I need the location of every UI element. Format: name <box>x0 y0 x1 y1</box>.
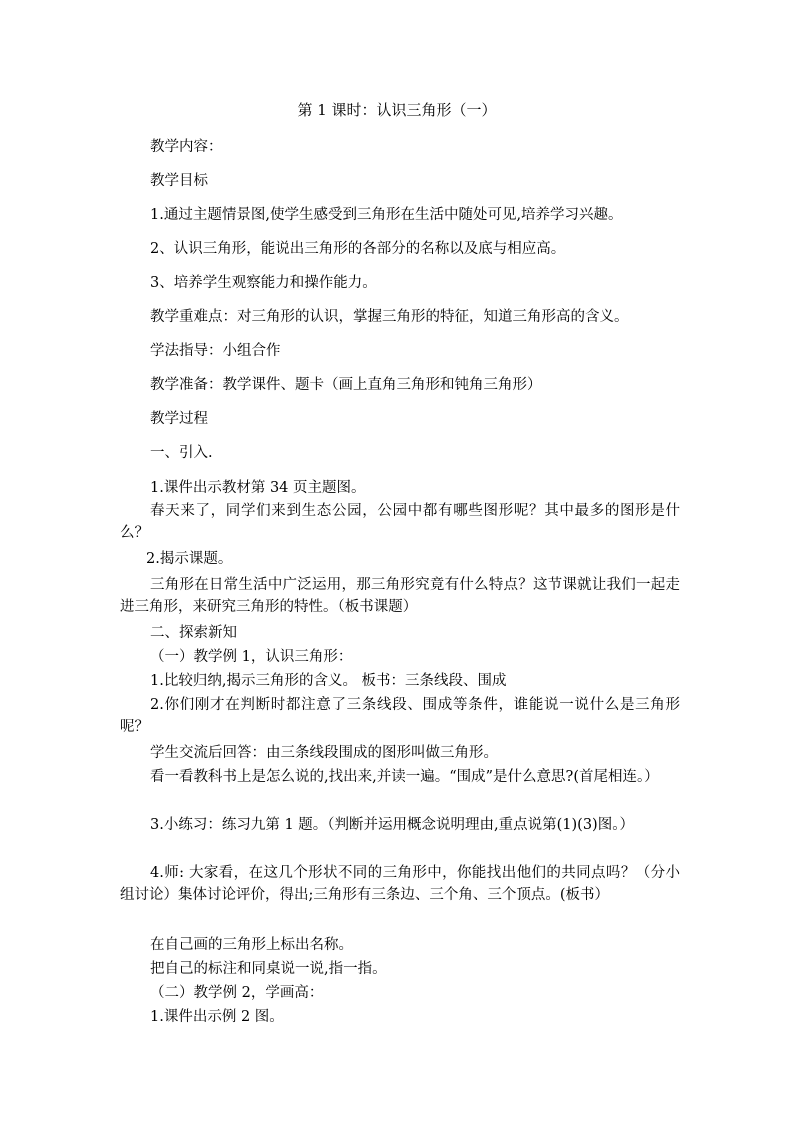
section-explore: 二、探索新知 <box>150 625 237 641</box>
explore-step-3: 3.小练习：练习九第 1 题。（判断并运用概念说明理由,重点说第(1)(3)图。） <box>150 817 634 833</box>
teaching-process-heading: 教学过程 <box>150 411 208 427</box>
teaching-preparation: 教学准备：教学课件、题卡（画上直角三角形和钝角三角形） <box>150 377 542 393</box>
label-names-step: 在自己画的三角形上标出名称。 <box>150 937 353 953</box>
lesson-title: 第 1 课时：认识三角形（一） <box>297 101 497 119</box>
goal-item-3: 3、培养学生观察能力和操作能力。 <box>150 275 377 291</box>
example-1-heading: （一）教学例 1，认识三角形： <box>150 649 353 665</box>
example-2-heading: （二）教学例 2，学画高： <box>150 985 324 1001</box>
goal-item-1: 1.通过主题情景图,使学生感受到三角形在生活中随处可见,培养学习兴趣。 <box>150 207 623 223</box>
example-2-step-1: 1.课件出示例 2 图。 <box>150 1009 284 1025</box>
intro-step-1: 1.课件出示教材第 34 页主题图。 <box>150 480 366 496</box>
key-difficulties: 教学重难点：对三角形的认识，掌握三角形的特征，知道三角形高的含义。 <box>150 309 629 325</box>
explore-step-2: 2.你们刚才在判断时都注意了三条线段、围成等条件，谁能说一说什么是三角形呢？ <box>120 697 680 735</box>
intro-step-2: 2.揭示课题。 <box>146 551 233 567</box>
section-introduction: 一、引入. <box>150 445 213 461</box>
explore-step-4: 4.师: 大家看，在这几个形状不同的三角形中，你能找出他们的共同点吗？（分小组讨论）集体讨论评价，得出;三角形有三条边、三个角、三个顶点。(板书） <box>120 865 680 903</box>
textbook-reading: 看一看教科书上是怎么说的,找出来,并读一遍。“围成”是什么意思?(首尾相连。） <box>150 769 659 785</box>
intro-paragraph-spring: 春天来了，同学们来到生态公园，公园中都有哪些图形呢？其中最多的图形是什么？ <box>120 503 680 541</box>
student-answer: 学生交流后回答：由三条线段围成的图形叫做三角形。 <box>150 745 498 761</box>
pair-share-step: 把自己的标注和同桌说一说,指一指。 <box>150 961 387 977</box>
teaching-content-heading: 教学内容： <box>150 139 223 155</box>
goal-item-2: 2、认识三角形，能说出三角形的各部分的名称以及底与相应高。 <box>150 241 566 257</box>
intro-paragraph-triangle: 三角形在日常生活中广泛运用，那三角形究竟有什么特点？这节课就让我们一起走进三角形，来研究三角形的特性。（板书课题） <box>120 577 680 615</box>
study-method: 学法指导：小组合作 <box>150 343 281 359</box>
teaching-goals-heading: 教学目标 <box>150 173 208 189</box>
explore-step-1: 1.比较归纳,揭示三角形的含义。 板书：三条线段、围成 <box>150 673 507 689</box>
